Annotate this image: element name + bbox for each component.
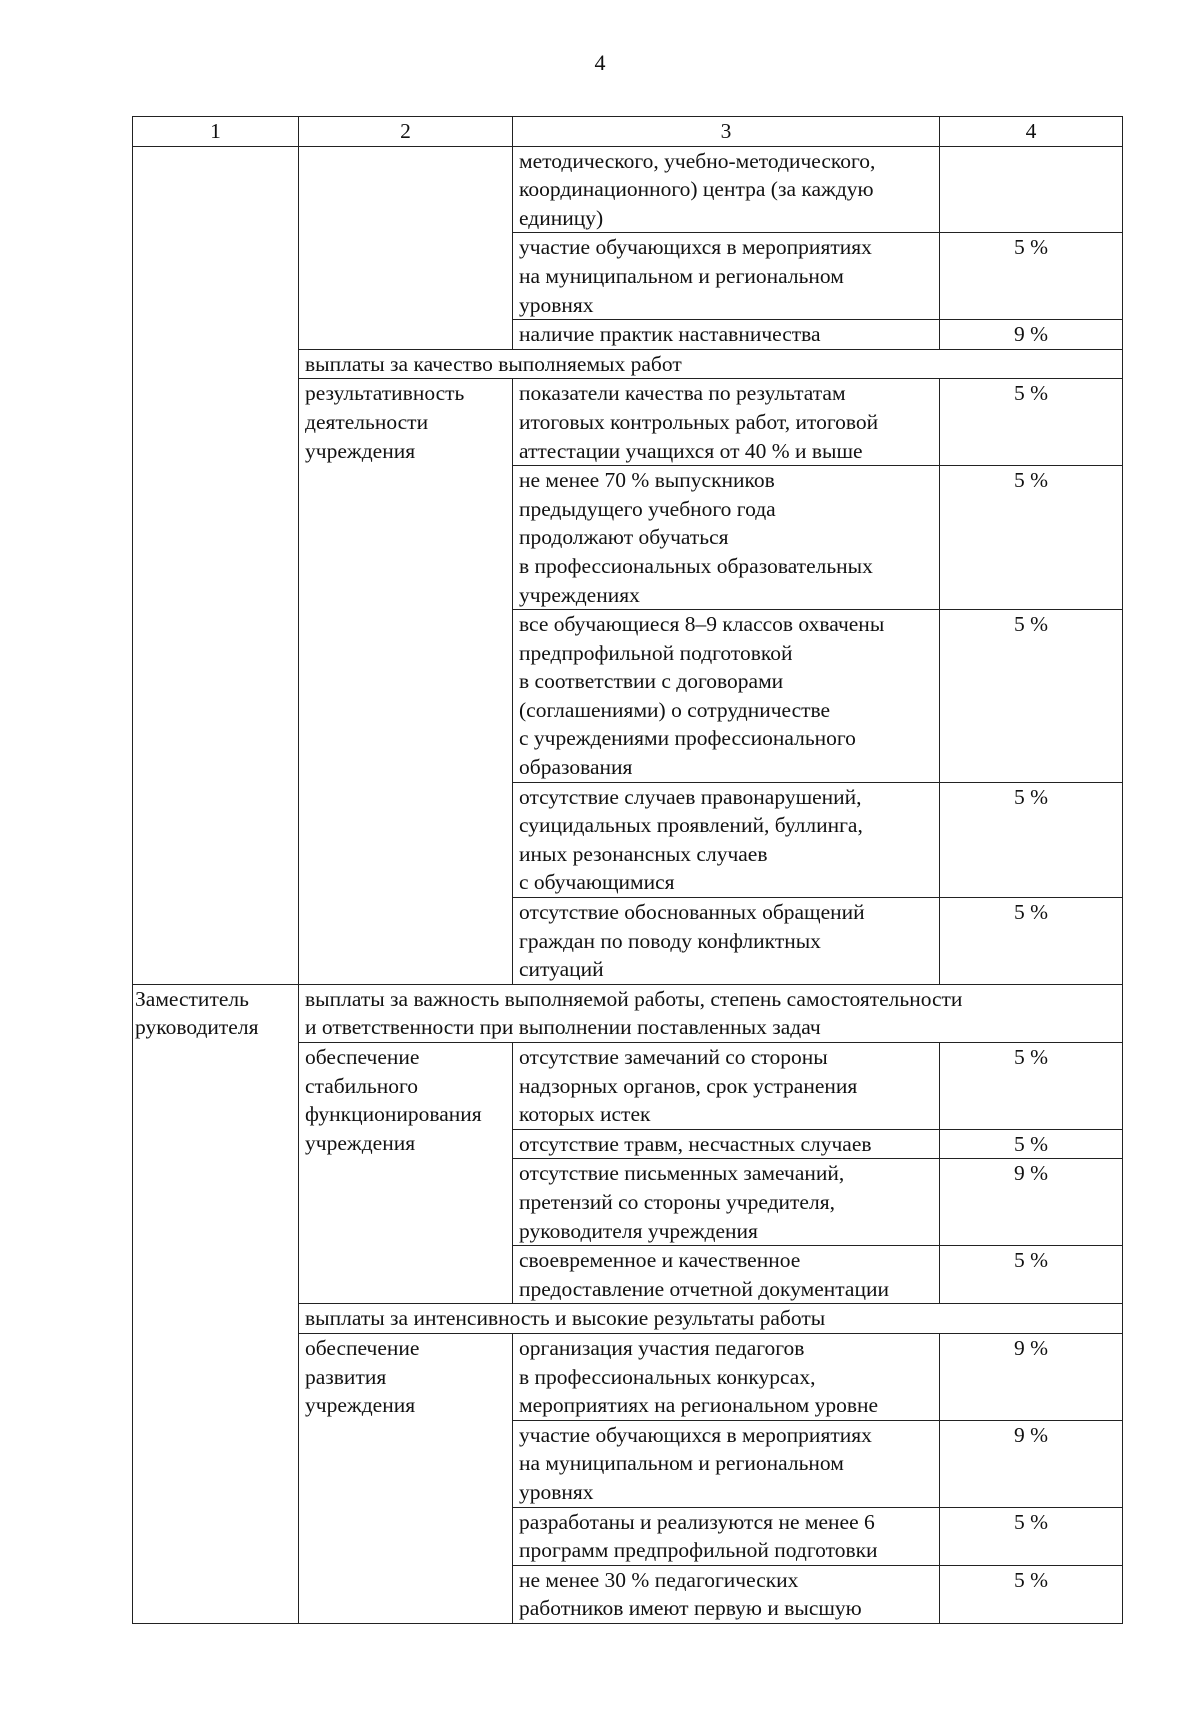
indicator-cell [299, 320, 513, 350]
value-cell: 5 % [940, 1043, 1123, 1130]
indicator-cell [299, 233, 513, 320]
value-cell: 5 % [940, 466, 1123, 610]
table-row [133, 898, 1123, 985]
indicator-development: обеспечение развития учреждения [299, 1333, 513, 1623]
criteria-table [132, 116, 1123, 1624]
criterion-cell: разработаны и реализуются не менее 6 программ предпрофильной подготовки [513, 1507, 940, 1565]
criterion-cell: своевременное и качественное предоставление отчетной документации [513, 1246, 940, 1304]
table-row [133, 233, 1123, 320]
criterion-cell: показатели качества по результатам итоговых контрольных работ, итоговой аттестации учащихся от 40 % и выше [513, 379, 940, 466]
value-cell: 9 % [940, 1159, 1123, 1246]
value-cell: 9 % [940, 1333, 1123, 1420]
value-cell: 5 % [940, 610, 1123, 783]
criterion-cell: отсутствие обоснованных обращений граждан по поводу конфликтных ситуаций [513, 898, 940, 985]
criterion-cell: участие обучающихся в мероприятиях на муниципальном и региональном уровнях [513, 1420, 940, 1507]
value-cell: 5 % [940, 1565, 1123, 1623]
section-title-intensity: выплаты за интенсивность и высокие результаты работы [299, 1304, 1123, 1334]
indicator-cell [299, 146, 513, 233]
position-cell [133, 320, 299, 350]
table-row [133, 379, 1123, 466]
value-cell: 5 % [940, 898, 1123, 985]
criterion-cell: отсутствие письменных замечаний, претензий со стороны учредителя, руководителя учреждения [513, 1159, 940, 1246]
value-cell: 5 % [940, 379, 1123, 466]
criterion-cell: отсутствие случаев правонарушений, суицидальных проявлений, буллинга, иных резонансных случаев с обучающимися [513, 782, 940, 897]
position-deputy-head: Заместитель руководителя [133, 984, 299, 1623]
section-title-row [133, 349, 1123, 379]
section-title-row [133, 984, 1123, 1042]
criterion-cell: отсутствие травм, несчастных случаев [513, 1129, 940, 1159]
position-cell [133, 610, 299, 783]
criterion-cell: не менее 70 % выпускников предыдущего учебного года продолжают обучаться в профессиональных образовательных учреждениях [513, 466, 940, 610]
value-cell: 5 % [940, 233, 1123, 320]
criterion-cell: методического, учебно-методического, координационного) центра (за каждую единицу) [513, 146, 940, 233]
header-col-3: 3 [513, 117, 940, 147]
table-row [133, 610, 1123, 783]
value-cell [940, 146, 1123, 233]
table-header-row [133, 117, 1123, 147]
header-col-1: 1 [133, 117, 299, 147]
header-col-2: 2 [299, 117, 513, 147]
value-cell: 5 % [940, 1507, 1123, 1565]
value-cell: 9 % [940, 320, 1123, 350]
indicator-stability: обеспечение стабильного функционирования учреждения [299, 1043, 513, 1304]
page-number: 4 [594, 50, 606, 75]
criterion-cell: наличие практик наставничества [513, 320, 940, 350]
value-cell: 5 % [940, 782, 1123, 897]
position-cell [133, 146, 299, 233]
position-cell [133, 898, 299, 985]
position-cell [133, 379, 299, 466]
table-row [133, 146, 1123, 233]
criterion-cell: не менее 30 % педагогических работников имеют первую и высшую [513, 1565, 940, 1623]
header-col-4: 4 [940, 117, 1123, 147]
position-cell [133, 466, 299, 610]
value-cell: 5 % [940, 1246, 1123, 1304]
position-cell [133, 782, 299, 897]
value-cell: 9 % [940, 1420, 1123, 1507]
indicator-performance: результативность деятельности учреждения [299, 379, 513, 984]
table-row [133, 320, 1123, 350]
criterion-cell: отсутствие замечаний со стороны надзорных органов, срок устранения которых истек [513, 1043, 940, 1130]
position-cell [133, 349, 299, 379]
table-row [133, 466, 1123, 610]
criterion-cell: организация участия педагогов в профессиональных конкурсах, мероприятиях на региональном уровне [513, 1333, 940, 1420]
table-row [133, 782, 1123, 897]
criterion-cell: участие обучающихся в мероприятиях на муниципальном и региональном уровнях [513, 233, 940, 320]
criterion-cell: все обучающиеся 8–9 классов охвачены предпрофильной подготовкой в соответствии с договорами (соглашениями) о сотрудничестве с учреждениями профессионального образования [513, 610, 940, 783]
value-cell: 5 % [940, 1129, 1123, 1159]
position-cell [133, 233, 299, 320]
section-title-importance: выплаты за важность выполняемой работы, степень самостоятельности и ответственности при выполнении поставленных задач [299, 984, 1123, 1042]
section-title-quality: выплаты за качество выполняемых работ [299, 349, 1123, 379]
